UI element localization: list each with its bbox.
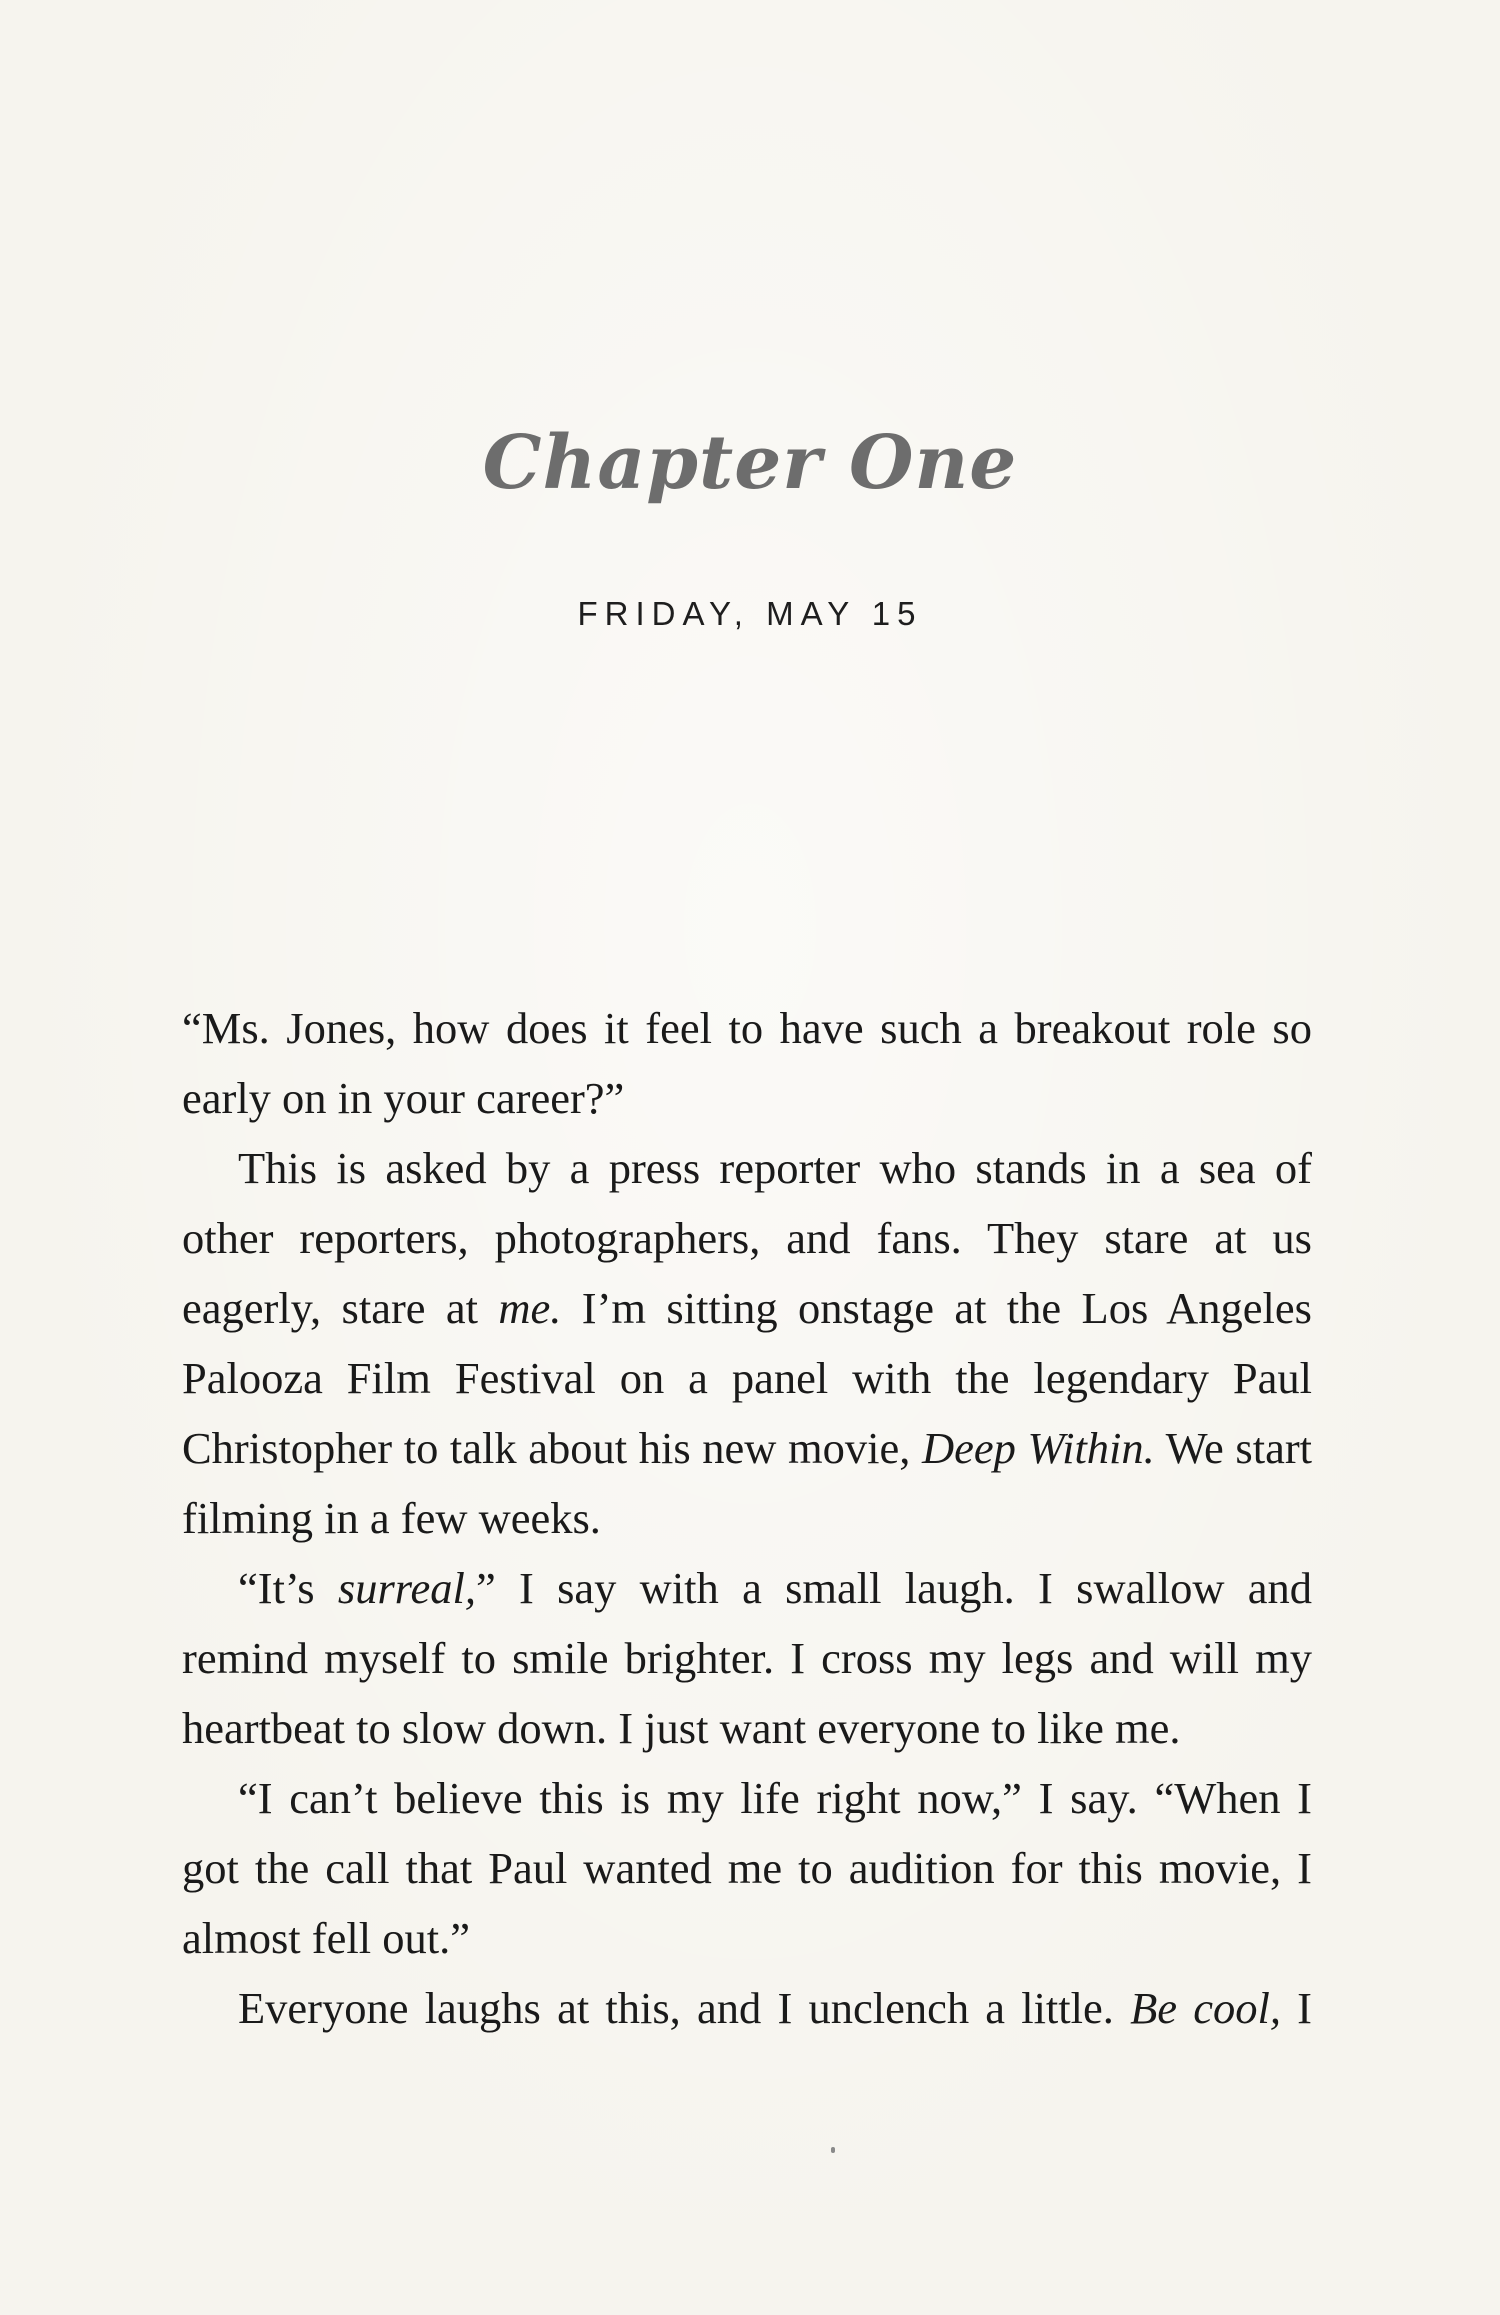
italic-text-run: Be cool,	[1130, 1983, 1281, 2033]
paragraph	[182, 1763, 1312, 1973]
chapter-date: FRIDAY, MAY 15	[577, 595, 923, 632]
text-run: “It’s	[238, 1563, 338, 1613]
text-run: This is asked by a press reporter who stands in a sea of other reporters, photographers, and fans. They stare at us eagerly, stare at	[182, 1143, 1312, 1333]
paragraph	[182, 1133, 1312, 1553]
paragraph	[182, 1553, 1312, 1763]
scan-speck	[831, 2147, 835, 2153]
chapter-body	[182, 993, 1312, 2043]
text-run: I’m sitting onstage at the Los Angeles Palooza Film Festival on a panel with the legendary Paul Christopher to talk about his new movie,	[182, 1283, 1312, 1473]
italic-text-run: surreal,	[337, 1563, 476, 1613]
italic-text-run: me.	[498, 1283, 562, 1333]
chapter-title: Chapter One	[482, 420, 1018, 506]
paragraph	[182, 993, 1312, 1133]
text-run: “Ms. Jones, how does it feel to have such a breakout role so early on in your career?”	[182, 1003, 1312, 1123]
text-run: We start filming in a few weeks.	[182, 1423, 1313, 1543]
text-run: ” I say with a small laugh. I swallow and remind myself to smile brighter. I cross my legs and will my heartbeat to slow down. I just want everyone to like me.	[182, 1563, 1312, 1753]
paragraph	[182, 1973, 1312, 2043]
italic-text-run: Deep Within.	[921, 1423, 1155, 1473]
text-run: “I can’t believe this is my life right now,” I say. “When I got the call that Paul wanted me to audition for this movie, I almost fell out.”	[182, 1773, 1312, 1963]
text-run: Everyone laughs at this, and I unclench a little.	[238, 1983, 1131, 2033]
text-run: I	[1280, 1983, 1312, 2033]
